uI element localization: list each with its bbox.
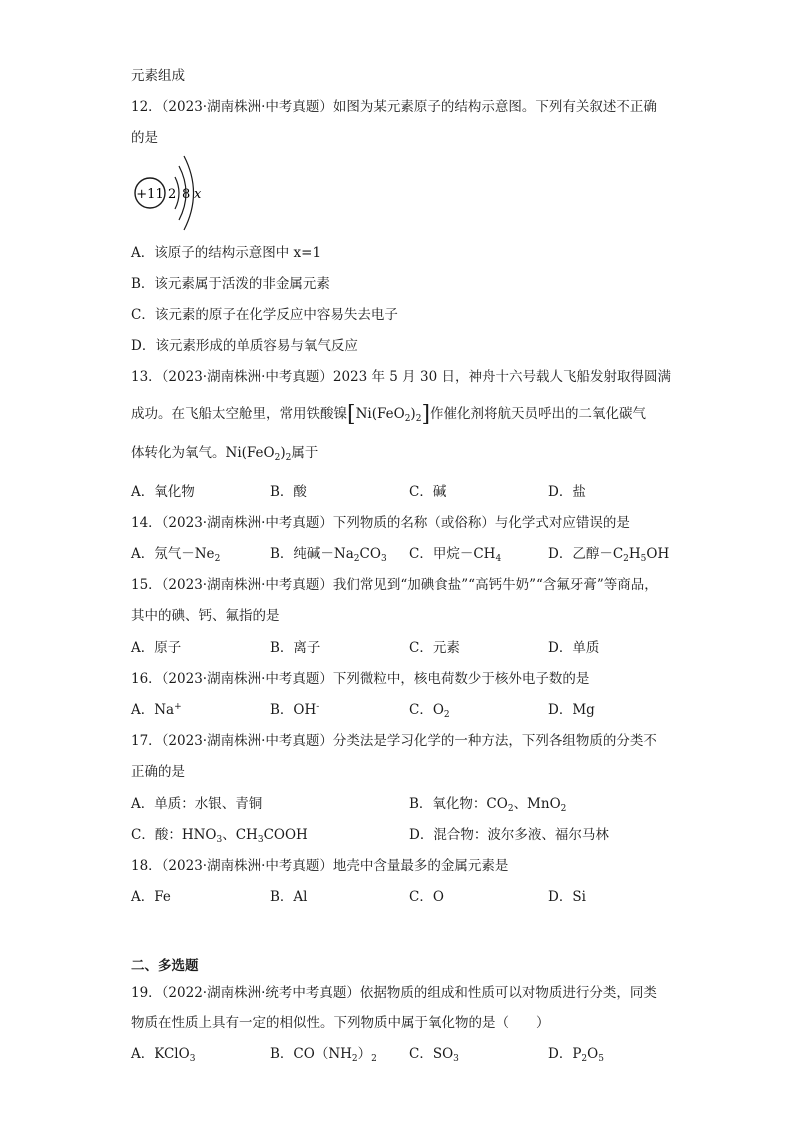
question-12-option-d: D．该元素形成的单质容易与氧气反应: [131, 338, 358, 354]
question-14-option-c: C．甲烷$-CH_4$: [409, 546, 502, 564]
question-15-option-d: D．单质: [548, 640, 600, 656]
question-16-option-b: B．OH-: [270, 702, 320, 718]
shell-3-electrons: x: [194, 187, 202, 202]
question-18-option-b: B．Al: [270, 889, 308, 905]
question-18-option-c: C．O: [409, 889, 444, 905]
question-16-option-a: A．Na+: [131, 702, 182, 718]
q13-text-pre: 成功。在飞船太空舱里，常用铁酸镍: [131, 406, 347, 422]
question-14-option-a: A．氖气$-Ne_2$: [131, 546, 221, 564]
question-15-stem-cont: 其中的碘、钙、氟指的是: [131, 608, 280, 624]
question-18-stem: 18．（2023·湖南株洲·中考真题）地壳中含量最多的金属元素是: [131, 858, 509, 874]
question-19-option-b: B．$CO(NH_2)_2$: [270, 1046, 377, 1064]
question-15-option-a: A．原子: [131, 640, 182, 656]
question-18-option-d: D．Si: [548, 889, 586, 905]
question-19-option-a: A．KClO$_3$: [131, 1046, 196, 1064]
shell-2-electrons: 8: [182, 187, 191, 202]
question-13-option-d: D．盐: [548, 484, 586, 500]
question-16-option-c: C．$O_2$: [409, 702, 450, 720]
question-17-option-d: D．混合物：波尔多液、福尔马林: [409, 827, 609, 843]
question-12-option-a: A．该原子的结构示意图中 x=1: [131, 245, 322, 261]
question-15-option-c: C．元素: [409, 640, 460, 656]
question-19-option-d: D．$P_2O_5$: [548, 1046, 604, 1064]
question-13-stem-cont: [131, 402, 647, 427]
question-17-stem-cont: 正确的是: [131, 764, 185, 780]
question-17-option-c: C．酸：$HNO_3$、$CH_3COOH$: [131, 827, 308, 845]
continued-text: 元素组成: [131, 68, 185, 84]
question-13-option-a: A．氧化物: [131, 484, 195, 500]
question-19-option-c: C．$SO_3$: [409, 1046, 459, 1064]
question-17-option-a: A．单质：水银、青铜: [131, 796, 263, 812]
question-19-stem: 19．（2022·湖南株洲·统考中考真题）依据物质的组成和性质可以对物质进行分类，同类: [131, 985, 657, 1001]
question-16-option-d: D．Mg: [548, 702, 595, 718]
atom-structure-diagram: [131, 152, 221, 232]
question-14-option-d: D．乙醇$-C_2H_5OH$: [548, 546, 670, 564]
question-14-option-b: B．纯碱$-Na_2CO_3$: [270, 546, 387, 564]
nickel-ferrite-formula: $[Ni(FeO_2)_2]$: [347, 402, 431, 427]
q13-text-post: 作催化剂将航天员呼出的二氧化碳气: [430, 406, 647, 422]
question-17-option-b: B．氧化物：$CO_2$、MnO$_2$: [409, 796, 567, 814]
question-18-option-a: A．Fe: [131, 889, 171, 905]
question-12-stem-cont: 的是: [131, 130, 158, 146]
question-13-option-b: B．酸: [270, 484, 307, 500]
question-13-stem-cont2: 体转化为氧气。$Ni(FeO_2)_2$属于: [131, 445, 319, 463]
shell-1-electrons: 2: [168, 187, 177, 202]
nickel-ferrite-formula-2: $Ni(FeO_2)_2$: [225, 445, 292, 463]
question-15-option-b: B．离子: [270, 640, 321, 656]
question-12-option-c: C．该元素的原子在化学反应中容易失去电子: [131, 307, 398, 323]
question-19-stem-cont: 物质在性质上具有一定的相似性。下列物质中属于氧化物的是（ ）: [131, 1015, 550, 1031]
question-17-stem: 17．（2023·湖南株洲·中考真题）分类法是学习化学的一种方法，下列各组物质的分类不: [131, 733, 657, 749]
question-14-stem: 14．（2023·湖南株洲·中考真题）下列物质的名称（或俗称）与化学式对应错误的是: [131, 515, 630, 531]
question-12-stem: 12．（2023·湖南株洲·中考真题）如图为某元素原子的结构示意图。下列有关叙述不正确: [131, 99, 657, 115]
section-heading: 二、多选题: [131, 958, 199, 974]
question-16-stem: 16．（2023·湖南株洲·中考真题）下列微粒中，核电荷数少于核外电子数的是: [131, 671, 590, 687]
nucleus-charge: +11: [136, 187, 164, 202]
question-12-option-b: B．该元素属于活泼的非金属元素: [131, 276, 330, 292]
question-13-stem: 13．（2023·湖南株洲·中考真题）2023 年 5 月 30 日，神舟十六号载人飞船发射取得圆满: [131, 369, 671, 385]
question-13-option-c: C．碱: [409, 484, 447, 500]
question-15-stem: 15．（2023·湖南株洲·中考真题）我们常见到“加碘食盐”“高钙牛奶”“含氟牙膏”等商品，: [131, 577, 658, 593]
